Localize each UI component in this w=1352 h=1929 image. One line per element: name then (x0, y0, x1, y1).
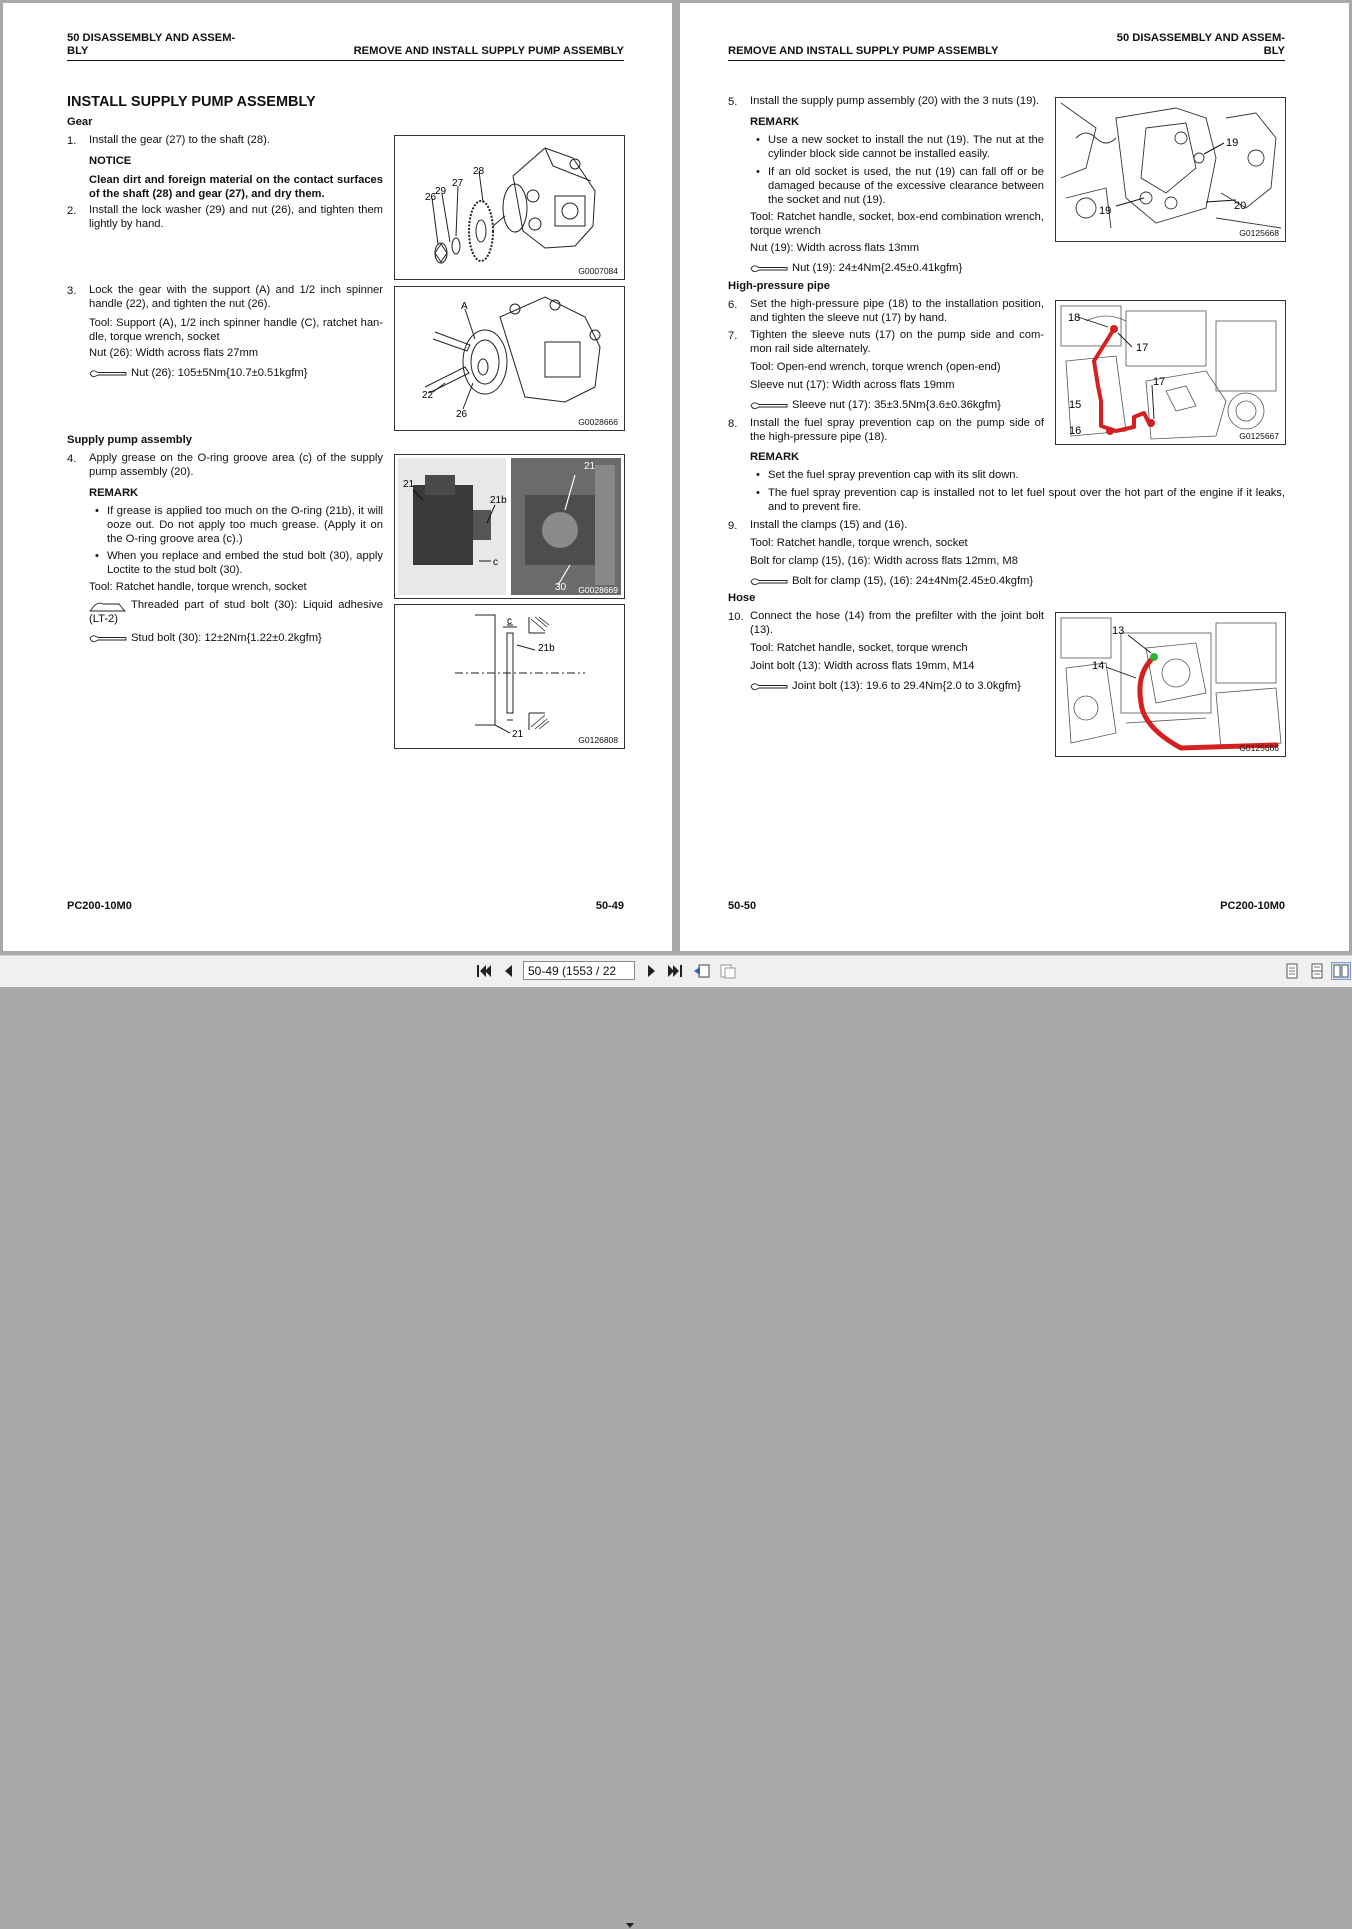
figure-code: G0126808 (578, 735, 618, 745)
fig-label: 21 (403, 479, 415, 490)
torque-value: Nut (19): 24±4Nm{2.45±0.41kgfm} (792, 262, 963, 274)
facing-pages-view-button[interactable] (1331, 962, 1351, 980)
footer-page-number: 50-50 (728, 900, 757, 912)
previous-page-button[interactable] (498, 962, 518, 980)
step-10-torque (750, 680, 1021, 694)
fig-label: 26 (425, 192, 437, 203)
first-page-button[interactable] (474, 962, 494, 980)
step-10-tool: Tool: Ratchet handle, socket, torque wrench (750, 642, 968, 654)
gear-pump-illustration (395, 136, 624, 279)
figure-code: G0125667 (1239, 431, 1279, 441)
step-5-text: Install the supply pump assembly (20) with the 3 nuts (19). (750, 95, 1040, 107)
back-view-icon (693, 963, 711, 979)
notice-label: NOTICE (89, 155, 132, 167)
figure-gear-exploded (394, 135, 625, 280)
header-section-line2: BLY (67, 45, 89, 57)
left-page (3, 3, 672, 951)
header-rule (67, 60, 624, 61)
step-4-adhesive: Threaded part of stud bolt (30): Liquid adhesive (LT-2) (89, 599, 383, 625)
torque-wrench-icon (89, 369, 127, 378)
continuous-view-button[interactable] (1308, 962, 1326, 980)
section-heading-high-pressure-pipe: High-pressure pipe (728, 280, 830, 292)
fig-label: 19 (1226, 137, 1239, 149)
figure-supply-pump-nuts (1055, 97, 1286, 242)
fig-label: 17 (1136, 342, 1149, 354)
step-7-text: Tighten the sleeve nuts (17) on the pump side and com-mon rail side alternately. (750, 329, 1044, 355)
step-10-width: Joint bolt (13): Width across flats 19mm, M14 (750, 660, 975, 672)
figure-oring-photos (394, 454, 625, 599)
fig-label: 13 (1112, 625, 1125, 637)
step-8-text: Install the fuel spray prevention cap on the pump side of the high-pressure pipe (18). (750, 417, 1044, 443)
header-section-line2: BLY (1263, 45, 1285, 57)
left-header-title: REMOVE AND INSTALL SUPPLY PUMP ASSEMBLY (353, 45, 624, 57)
page-number-value: 50-49 (1553 / 22 (528, 964, 617, 978)
step-number: 8. (728, 418, 738, 430)
first-page-icon (476, 964, 492, 978)
gear-lock-illustration (395, 287, 624, 430)
step-number: 4. (67, 453, 77, 465)
fig-label: 30 (555, 582, 567, 593)
step-3-width: Nut (26): Width across flats 27mm (89, 347, 259, 359)
adhesive-icon (89, 601, 127, 613)
header-rule (728, 60, 1285, 61)
footer-model: PC200-10M0 (67, 900, 132, 912)
page-dropdown-chevron-icon[interactable] (626, 1923, 634, 1929)
single-page-view-button[interactable] (1283, 962, 1301, 980)
last-page-button[interactable] (665, 962, 685, 980)
fig-label: 18 (1068, 312, 1081, 324)
right-header-section (1117, 32, 1285, 58)
high-pressure-pipe-illustration (1056, 301, 1285, 444)
step-8-bullet-1: • Set the fuel spray prevention cap with its slit down. (768, 469, 1285, 483)
oring-photos-illustration (395, 455, 624, 598)
fig-label: 21b (490, 495, 507, 506)
hose-illustration (1056, 613, 1285, 756)
torque-value: Sleeve nut (17): 35±3.5Nm{3.6±0.36kgfm} (792, 399, 1001, 411)
notice-text: Clean dirt and foreign material on the contact surfaces of the shaft (28) and gear (27), and dry them. (89, 174, 383, 200)
step-10-text: Connect the hose (14) from the prefilter with the joint bolt (13). (750, 610, 1044, 636)
figure-gear-lock (394, 286, 625, 431)
section-heading-gear: Gear (67, 116, 93, 128)
step-number: 10. (728, 611, 744, 623)
header-section-line1: 50 DISASSEMBLY AND ASSEM- (67, 32, 236, 44)
step-number: 5. (728, 96, 738, 108)
remark-label: REMARK (750, 116, 800, 128)
torque-wrench-icon (750, 682, 788, 691)
figure-code: G0028669 (578, 585, 618, 595)
step-number: 2. (67, 205, 77, 217)
step-7-tool: Tool: Open-end wrench, torque wrench (open-end) (750, 361, 1001, 373)
fig-label: 17 (1153, 376, 1166, 388)
figure-code: G0125668 (1239, 228, 1279, 238)
step-9-torque (750, 575, 1033, 589)
remark-label: REMARK (750, 451, 800, 463)
joint-bolt-marker (1150, 653, 1158, 661)
step-9-width: Bolt for clamp (15), (16): Width across flats 12mm, M8 (750, 555, 1018, 567)
last-page-icon (667, 964, 683, 978)
step-5-bullet-1: • Use a new socket to install the nut (19). The nut at the cylinder block side cannot be installed easily. (768, 134, 1044, 162)
figure-code: G0125666 (1239, 743, 1279, 753)
fig-label: 21b (538, 643, 555, 654)
fig-label: 19 (1099, 205, 1112, 217)
remark-label: REMARK (89, 487, 139, 499)
step-7-torque (750, 399, 1001, 413)
single-page-icon (1286, 963, 1298, 979)
page-title: INSTALL SUPPLY PUMP ASSEMBLY (67, 94, 316, 110)
step-5-tool: Tool: Ratchet handle, socket, box-end combination wrench, torque wrench (750, 211, 1044, 237)
step-number: 9. (728, 520, 738, 532)
footer-page-number: 50-49 (595, 900, 624, 912)
fig-label: c (507, 616, 512, 627)
fig-label: 20 (1234, 200, 1247, 212)
step-3-text: Lock the gear with the support (A) and 1/2 inch spinner handle (22), and tighten the nut (26). (89, 284, 383, 310)
fig-label: 21 (512, 729, 524, 740)
section-heading-hose: Hose (728, 592, 756, 604)
figure-hose (1055, 612, 1286, 757)
step-8-bullet-2: • The fuel spray prevention cap is installed not to let fuel spout over the hot part of the engine if it leaks, and to prevent fire. (768, 487, 1285, 515)
step-4-text: Apply grease on the O-ring groove area (c) of the supply pump assembly (20). (89, 452, 383, 478)
next-page-button[interactable] (642, 962, 662, 980)
fig-label: A (461, 301, 468, 312)
figure-high-pressure-pipe (1055, 300, 1286, 445)
torque-value: Bolt for clamp (15), (16): 24±4Nm{2.45±0.4kgfm} (792, 575, 1034, 587)
step-9-text: Install the clamps (15) and (16). (750, 519, 908, 531)
step-4-tool: Tool: Ratchet handle, torque wrench, socket (89, 581, 307, 593)
figure-code: G0028666 (578, 417, 618, 427)
step-number: 3. (67, 285, 77, 297)
fig-label: 22 (422, 390, 434, 401)
supply-pump-nuts-illustration (1056, 98, 1285, 241)
torque-wrench-icon (750, 401, 788, 410)
fig-label: 27 (452, 178, 464, 189)
next-page-icon (646, 964, 658, 978)
step-9-tool: Tool: Ratchet handle, torque wrench, socket (750, 537, 968, 549)
figure-oring-section (394, 604, 625, 749)
right-header-title: REMOVE AND INSTALL SUPPLY PUMP ASSEMBLY (728, 45, 999, 57)
right-page (680, 3, 1349, 951)
fig-label: 21 (584, 461, 596, 472)
torque-value: Nut (26): 105±5Nm{10.7±0.51kgfm} (131, 367, 308, 379)
fig-label: 26 (456, 409, 468, 420)
forward-view-icon (719, 963, 737, 979)
header-section-line1: 50 DISASSEMBLY AND ASSEM- (1116, 32, 1285, 44)
section-drawing (395, 605, 624, 748)
step-4-torque (89, 632, 322, 646)
step-7-width: Sleeve nut (17): Width across flats 19mm (750, 379, 955, 391)
page-number-input[interactable] (523, 961, 635, 980)
step-6-text: Set the high-pressure pipe (18) to the installation position, and tighten the sleeve nut (17) by hand. (750, 298, 1044, 324)
step-5-torque (750, 262, 962, 276)
step-3-torque (89, 367, 307, 381)
previous-page-icon (502, 964, 514, 978)
fig-label: 28 (473, 166, 485, 177)
torque-wrench-icon (750, 264, 788, 273)
footer-model: PC200-10M0 (1220, 900, 1285, 912)
step-1-text: Install the gear (27) to the shaft (28). (89, 134, 270, 146)
step-4-bullet-1: • If grease is applied too much on the O-ring (21b), it will ooze out. Do not apply too much grease. (Apply it on the O-ring groove area (c).) (107, 505, 383, 546)
fig-label: 15 (1069, 399, 1082, 411)
fig-label: 14 (1092, 660, 1105, 672)
figure-code: G0007084 (578, 266, 618, 276)
torque-value: Joint bolt (13): 19.6 to 29.4Nm{2.0 to 3.0kgfm} (792, 680, 1021, 692)
fig-label: 16 (1069, 425, 1082, 437)
step-5-bullet-2: • If an old socket is used, the nut (19) can fall off or be damaged because of the excessive clearance between the socket and nut (19). (768, 166, 1044, 207)
step-3-tool: Tool: Support (A), 1/2 inch spinner handle (C), ratchet han-dle, torque wrench, socket (89, 317, 383, 343)
go-forward-view-button[interactable] (718, 962, 738, 980)
viewer-toolbar (0, 955, 1352, 987)
step-number: 7. (728, 330, 738, 342)
go-back-view-button[interactable] (692, 962, 712, 980)
facing-pages-icon (1333, 964, 1349, 978)
left-header-section (67, 32, 235, 58)
fig-label: 29 (435, 186, 447, 197)
step-number: 6. (728, 299, 738, 311)
step-5-width: Nut (19): Width across flats 13mm (750, 242, 920, 254)
step-2-text: Install the lock washer (29) and nut (26), and tighten them lightly by hand. (89, 204, 383, 230)
continuous-page-icon (1311, 963, 1323, 979)
torque-wrench-icon (750, 577, 788, 586)
fig-label: c (493, 557, 498, 568)
step-number: 1. (67, 135, 77, 147)
step-4-bullet-2: • When you replace and embed the stud bolt (30), apply Loctite to the stud bolt (30). (107, 550, 383, 578)
torque-wrench-icon (89, 634, 127, 643)
torque-value: Stud bolt (30): 12±2Nm{1.22±0.2kgfm} (131, 632, 322, 644)
section-heading-supply-pump: Supply pump assembly (67, 434, 192, 446)
